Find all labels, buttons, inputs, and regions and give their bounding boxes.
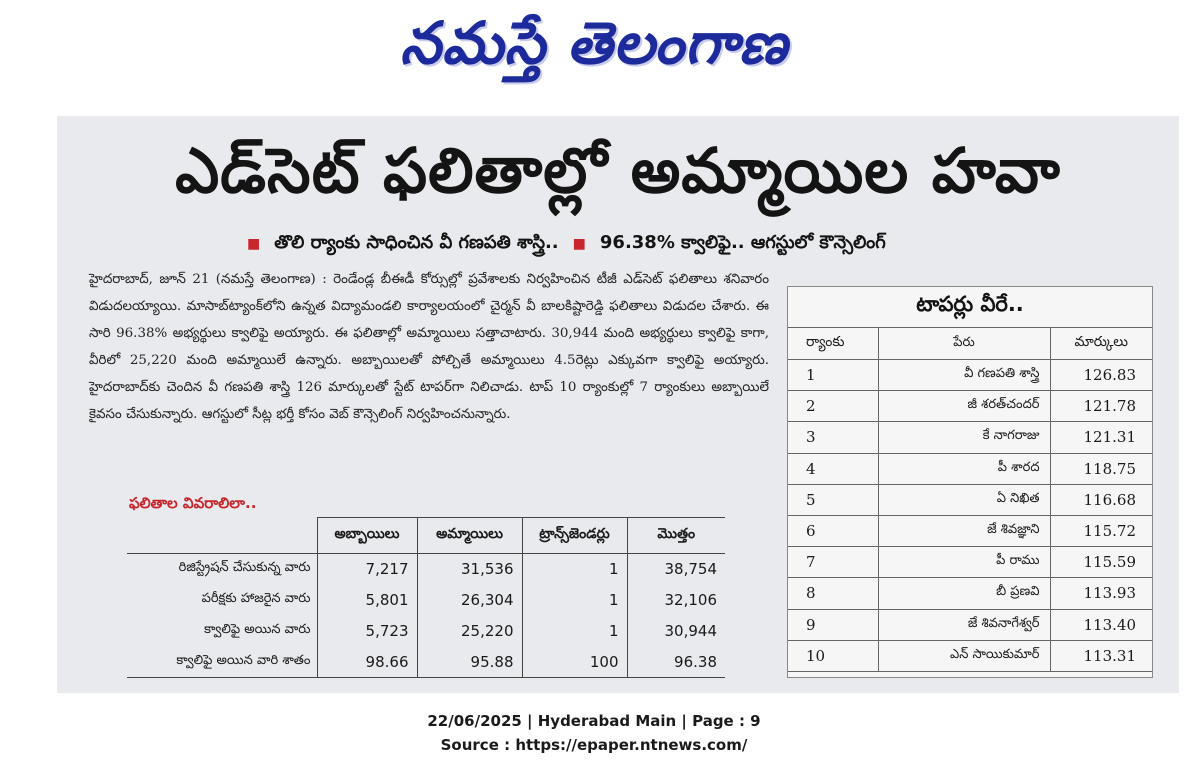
article-subheads — [247, 229, 1167, 259]
toppers-header-rank: ర్యాంకు — [788, 328, 878, 360]
table-cell: 26,304 — [417, 585, 522, 616]
row-label: రిజిస్ట్రేషన్ చేసుకున్న వారు — [178, 560, 311, 576]
toppers-header-row — [788, 328, 1152, 360]
topper-row — [788, 453, 1152, 484]
topper-row — [788, 609, 1152, 640]
topper-marks: 113.31 — [1050, 640, 1152, 671]
row-label: క్వాలిఫై అయిన వారి శాతం — [127, 647, 317, 678]
topper-name: జీ శరత్‌చందర్ — [878, 391, 1050, 422]
topper-name: జే శివనాగేశ్వర్ — [878, 609, 1050, 640]
toppers-title: టాపర్లు వీరే.. — [916, 292, 1024, 316]
topper-name: పీ శారద — [878, 453, 1050, 484]
topper-rank: 6 — [788, 515, 878, 546]
newspaper-masthead — [0, 0, 1188, 100]
row-label: క్వాలిఫై అయిన వారు — [204, 622, 311, 637]
topper-row — [788, 578, 1152, 609]
toppers-header-name: పేరు — [878, 328, 1050, 360]
table-cell: 31,536 — [417, 554, 522, 585]
topper-rank: 5 — [788, 484, 878, 515]
footer-source-link[interactable]: Source : https://epaper.ntnews.com/ — [440, 736, 748, 754]
topper-name: జే శివజ్ఞాని — [878, 515, 1050, 546]
topper-row — [788, 547, 1152, 578]
topper-row — [788, 391, 1152, 422]
results-heading: ఫలితాల వివరాలిలా.. — [129, 494, 257, 512]
table-header: మొత్తం — [627, 518, 725, 554]
bullet-icon: ■ — [572, 236, 586, 252]
topper-name: కే నాగరాజు — [878, 422, 1050, 453]
table-cell: 5,723 — [317, 616, 417, 647]
table-header: అబ్బాయిలు — [317, 518, 417, 554]
topper-name: వీ గణపతి శాస్త్రి — [878, 360, 1050, 391]
masthead-logo: నమస్తే తెలంగాణ — [400, 8, 788, 77]
subhead-2: 96.38% క్వాలిఫై.. ఆగస్టులో కౌన్సెలింగ్ — [599, 231, 886, 253]
table-cell: 96.38 — [627, 647, 725, 678]
topper-name: ఏ నిఖిత — [878, 484, 1050, 515]
table-cell: 100 — [522, 647, 627, 678]
topper-marks: 113.93 — [1050, 578, 1152, 609]
topper-row — [788, 360, 1152, 391]
topper-name: పీ రాము — [878, 547, 1050, 578]
topper-marks: 115.59 — [1050, 547, 1152, 578]
table-row — [127, 647, 725, 678]
table-row — [127, 585, 725, 616]
table-cell: 98.66 — [317, 647, 417, 678]
page-footer — [0, 709, 1188, 757]
topper-rank: 1 — [788, 360, 878, 391]
table-cell: 95.88 — [417, 647, 522, 678]
table-cell: 25,220 — [417, 616, 522, 647]
table-header: ట్రాన్స్‌జెండర్లు — [522, 518, 627, 554]
topper-marks: 116.68 — [1050, 484, 1152, 515]
article-body: హైదరాబాద్, జూన్ 21 (నమస్తే తెలంగాణ) : రెండేండ్ల బీఈడీ కోర్సుల్లో ప్రవేశాలకు నిర్వహించిన టీజీ ఎడ్‌సెట్ ఫలితాలు శనివారం విడుదలయ్యాయి. మాసాబ్‌ట్యాంక్‌లోని ఉన్నత విద్యామండలి కార్యాలయంలో చైర్మన్ వీ బాలకిష్టారెడ్డి ఫలితాలు విడుదల చేశారు. ఈ సారి 96.38% అభ్యర్థులు క్వాలిఫై అయ్యారు. ఈ ఫలితాల్లో అమ్మాయిలు సత్తాచాటారు. 30,944 మంది అభ్యర్థులు క్వాలిఫై కాగా, వీరిలో 25,220 మంది అమ్మాయిలే ఉన్నారు. అబ్బాయిలతో పోల్చితే అమ్మాయిలు 4.5రెట్లు ఎక్కువగా క్వాలిఫై అయ్యారు. హైదరాబాద్‌కు చెందిన వీ గణపతి శాస్త్రి 126 మార్కులతో స్టేట్ టాపర్‌గా నిలిచాడు. టాప్ 10 ర్యాంకుల్లో 7 ర్యాంకులు అబ్బాయిలే కైవసం చేసుకున్నారు. ఆగస్టులో సీట్ల భర్తీ కోసం వెబ్ కౌన్సెలింగ్ నిర్వహించనున్నారు. — [89, 272, 769, 422]
topper-row — [788, 422, 1152, 453]
topper-rank: 3 — [788, 422, 878, 453]
topper-marks: 121.31 — [1050, 422, 1152, 453]
table-row — [127, 616, 725, 647]
news-clipping — [57, 116, 1179, 693]
topper-rank: 2 — [788, 391, 878, 422]
table-cell: 1 — [522, 616, 627, 647]
row-label: పరీక్షకు హాజరైన వారు — [201, 591, 311, 606]
table-header-empty — [127, 518, 317, 554]
table-cell: 32,106 — [627, 585, 725, 616]
topper-rank: 10 — [788, 640, 878, 671]
table-header: అమ్మాయిలు — [417, 518, 522, 554]
footer-edition-info: 22/06/2025 | Hyderabad Main | Page : 9 — [427, 712, 761, 730]
table-header-row — [127, 518, 725, 554]
table-cell: 1 — [522, 554, 627, 585]
topper-rank: 4 — [788, 453, 878, 484]
topper-rank: 9 — [788, 609, 878, 640]
table-cell: 38,754 — [627, 554, 725, 585]
topper-name: బీ ప్రణవి — [878, 578, 1050, 609]
topper-marks: 118.75 — [1050, 453, 1152, 484]
table-row — [127, 554, 725, 585]
subhead-1: తొలి ర్యాంకు సాధించిన వీ గణపతి శాస్త్రి.. — [274, 231, 559, 253]
article-headline: ఎడ్‌సెట్ ఫలితాల్లో అమ్మాయిల హవా — [175, 134, 1061, 207]
toppers-table — [788, 327, 1152, 672]
bullet-icon: ■ — [247, 236, 261, 252]
table-cell: 5,801 — [317, 585, 417, 616]
toppers-box — [787, 286, 1153, 678]
topper-rank: 8 — [788, 578, 878, 609]
topper-marks: 113.40 — [1050, 609, 1152, 640]
topper-row — [788, 640, 1152, 671]
topper-name: ఎన్ సాయికుమార్ — [878, 640, 1050, 671]
topper-marks: 126.83 — [1050, 360, 1152, 391]
topper-marks: 115.72 — [1050, 515, 1152, 546]
toppers-header-marks: మార్కులు — [1050, 328, 1152, 360]
table-cell: 7,217 — [317, 554, 417, 585]
table-cell: 1 — [522, 585, 627, 616]
topper-rank: 7 — [788, 547, 878, 578]
topper-row — [788, 484, 1152, 515]
results-table — [127, 517, 725, 678]
topper-row — [788, 515, 1152, 546]
topper-marks: 121.78 — [1050, 391, 1152, 422]
table-cell: 30,944 — [627, 616, 725, 647]
